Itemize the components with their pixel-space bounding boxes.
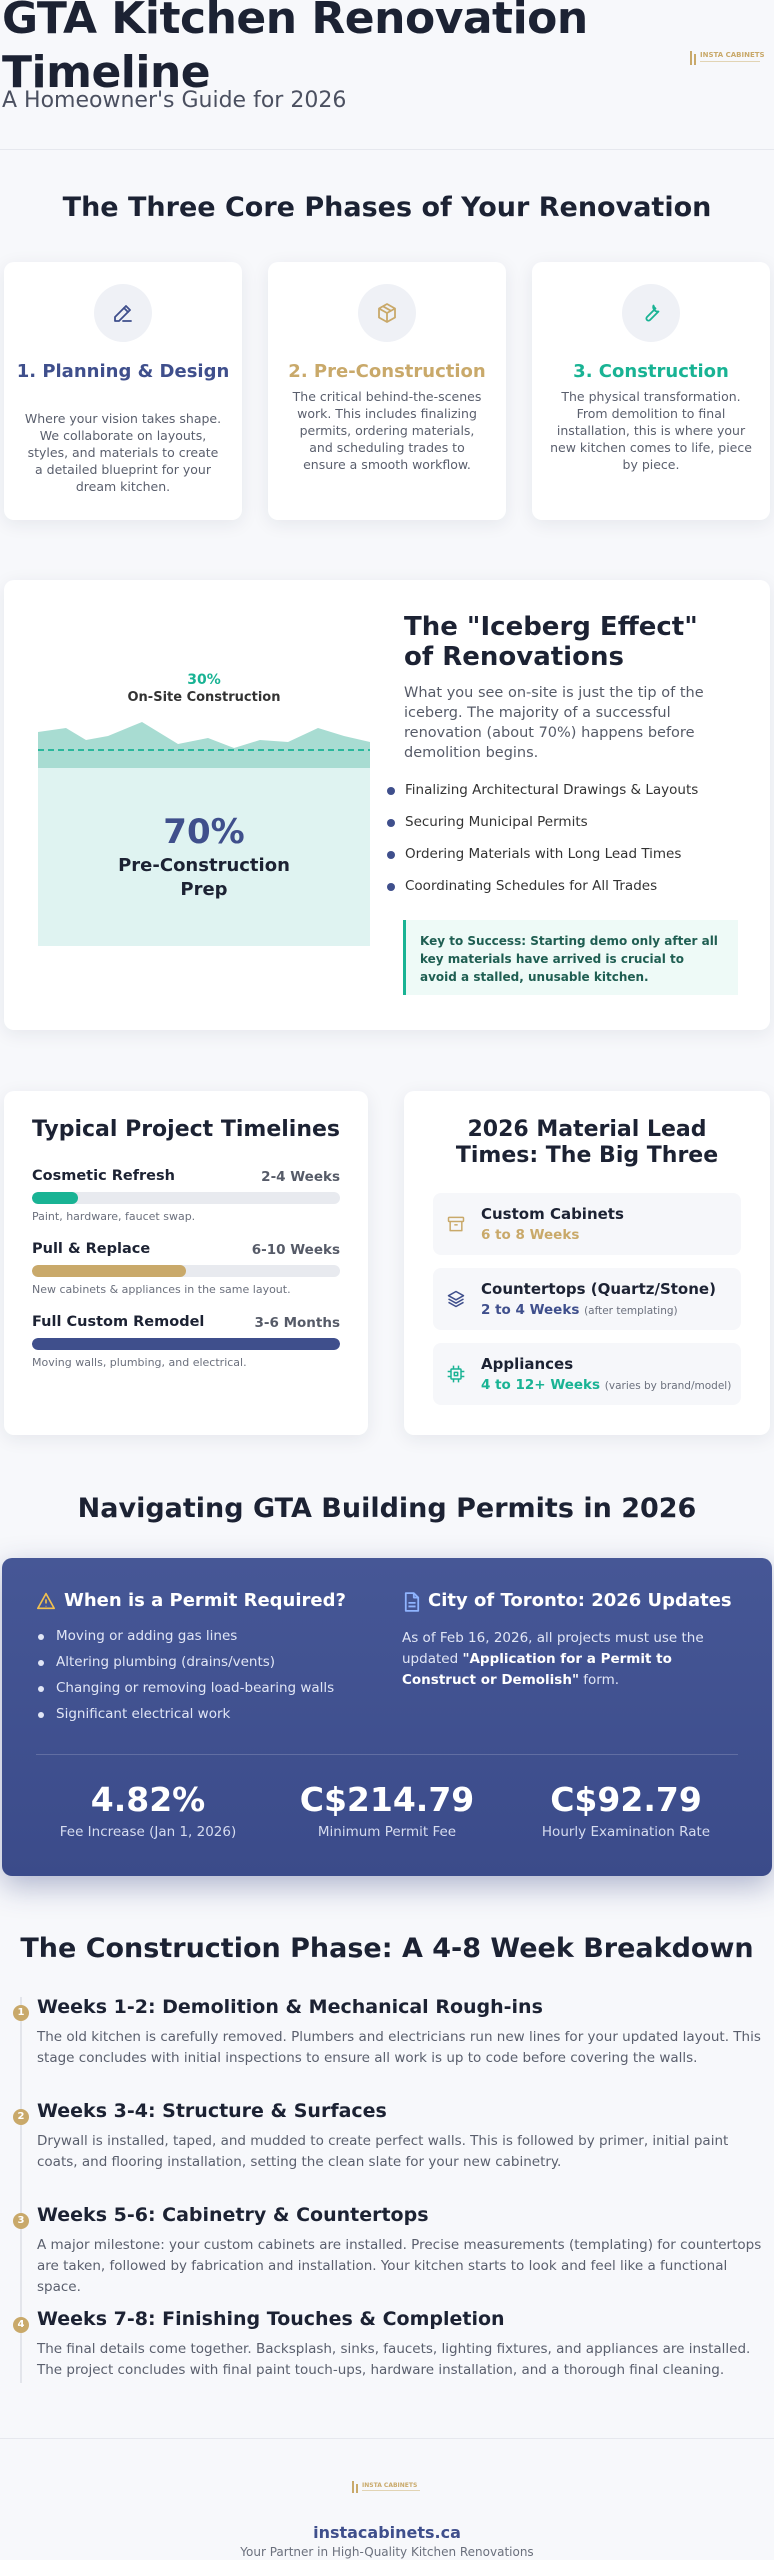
footer-logo[interactable] (352, 2478, 428, 2498)
footer-tagline: Your Partner in High-Quality Kitchen Renovations (240, 2545, 534, 2559)
lead-time-value: 2 to 4 Weeks (after templating) (481, 1302, 678, 1318)
divider (36, 1754, 738, 1755)
divider (0, 2438, 774, 2439)
phase-description: Where your vision takes shape. We collaborate on layouts, styles, and materials to create a detailed blueprint for your dream kitchen. (24, 411, 222, 494)
phases-heading: The Three Core Phases of Your Renovation (62, 192, 712, 223)
iceberg-bottom-label (38, 812, 370, 902)
week-description: The old kitchen is carefully removed. Plumbers and electricians run new lines for your updated layout. This stage concludes with initial inspections to ensure all work is up to code before covering the walls. (37, 2029, 761, 2066)
timeline-note: Paint, hardware, faucet swap. (32, 1210, 196, 1223)
toronto-updates-text: As of Feb 16, 2026, all projects must use the updated "Application for a Permit to Construct or Demolish" form. (402, 1630, 704, 1688)
iceberg-top-label (38, 672, 370, 705)
stat-label: Minimum Permit Fee (317, 1824, 457, 1840)
page-title: GTA Kitchen Renovation Timeline (2, 0, 588, 98)
week-description: A major milestone: your custom cabinets are installed. Precise measurements (templating) for countertops are taken, followed by fabrication and installation. Your kitchen starts to look and feel like a functional space. (37, 2237, 762, 2295)
permit-required-item: Moving or adding gas lines (56, 1628, 238, 1644)
wrench-icon (622, 284, 680, 342)
step-number: 2 (13, 2109, 29, 2125)
timeline-value: 3-6 Months (254, 1315, 340, 1331)
phase-title: 3. Construction (573, 361, 729, 382)
key-to-success-callout: Key to Success: Starting demo only after all key materials have arrived is crucial to avoid a stalled, unusable kitchen. (403, 920, 738, 995)
permit-required-item: Altering plumbing (drains/vents) (56, 1654, 276, 1670)
iceberg-bullet: Securing Municipal Permits (405, 814, 588, 830)
stat-value: 4.82% (90, 1780, 206, 1819)
chip-icon (443, 1361, 469, 1387)
iceberg-title: The "Iceberg Effect" of Renovations (404, 612, 698, 672)
week-title: Weeks 1-2: Demolition & Mechanical Rough-ins (37, 1996, 543, 2018)
iceberg-description: What you see on-site is just the tip of the iceberg. The majority of a successful renovation (about 70%) happens before demolition begins. (404, 685, 704, 761)
timeline-bar (32, 1265, 340, 1277)
timeline-name: Pull & Replace (32, 1241, 151, 1257)
brand-logo[interactable] (690, 48, 766, 68)
lead-time-item-appliances (433, 1343, 741, 1405)
phase-description: The physical transformation. From demolition to final installation, this is where your new kitchen comes to life, piece by piece. (550, 389, 752, 472)
layers-icon (443, 1286, 469, 1312)
timeline-name: Full Custom Remodel (32, 1314, 205, 1330)
top-percent: 30% (187, 672, 221, 688)
permits-heading: Navigating GTA Building Permits in 2026 (77, 1493, 697, 1524)
phase-title: 1. Planning & Design (16, 361, 230, 382)
svg-text:INSTA CABINETS: INSTA CABINETS (700, 51, 765, 59)
lead-time-item-countertops (433, 1268, 741, 1330)
toronto-updates-title: City of Toronto: 2026 Updates (428, 1590, 732, 1611)
week-description: Drywall is installed, taped, and mudded to create perfect walls. This is followed by primer, initial paint coats, and flooring installation, setting the clean slate for your new cabinetry. (37, 2133, 729, 2170)
timelines-heading: Typical Project Timelines (31, 1117, 341, 1142)
stat-label: Fee Increase (Jan 1, 2026) (59, 1824, 237, 1840)
timeline-bar (32, 1192, 340, 1204)
permits-panel (2, 1558, 772, 1876)
divider (0, 149, 774, 150)
timeline-name: Cosmetic Refresh (32, 1168, 175, 1184)
phase-card-preconstruction (268, 262, 506, 520)
phase-description: The critical behind-the-scenes work. This includes finalizing permits, ordering materials, and scheduling trades to ensure a smooth workflow. (292, 389, 482, 472)
footer-site-link[interactable]: instacabinets.ca (313, 2523, 461, 2542)
permit-required-item: Changing or removing load-bearing walls (56, 1680, 335, 1696)
week-title: Weeks 7-8: Finishing Touches & Completion (37, 2308, 505, 2330)
timeline-note: Moving walls, plumbing, and electrical. (32, 1356, 247, 1369)
timeline-value: 2-4 Weeks (261, 1169, 340, 1185)
svg-text:INSTA CABINETS: INSTA CABINETS (362, 2482, 418, 2489)
iceberg-bullet: Finalizing Architectural Drawings & Layouts (405, 782, 699, 798)
archive-icon (443, 1211, 469, 1237)
lead-times-heading: 2026 Material Lead Times: The Big Three (455, 1117, 719, 1168)
iceberg-bullet: Ordering Materials with Long Lead Times (405, 846, 682, 862)
permit-required-item: Significant electrical work (56, 1706, 231, 1722)
top-label: On-Site Construction (127, 690, 281, 705)
iceberg-bullet: Coordinating Schedules for All Trades (405, 878, 658, 894)
lead-time-name: Appliances (481, 1355, 574, 1373)
box-icon (358, 284, 416, 342)
lead-time-value: 4 to 12+ Weeks (varies by brand/model) (481, 1377, 732, 1393)
timeline-note: New cabinets & appliances in the same layout. (32, 1283, 291, 1296)
stat-label: Hourly Examination Rate (541, 1824, 711, 1840)
week-description: The final details come together. Backsplash, sinks, faucets, lighting fixtures, and appliances are installed. The project concludes with final paint touch-ups, hardware installation, and a thorough final cleaning. (37, 2341, 751, 2378)
page-subtitle: A Homeowner's Guide for 2026 (2, 88, 347, 113)
page-header (0, 0, 774, 150)
lead-time-name: Countertops (Quartz/Stone) (481, 1280, 716, 1298)
week-title: Weeks 5-6: Cabinetry & Countertops (37, 2204, 429, 2226)
step-number: 4 (13, 2317, 29, 2333)
lead-time-value: 6 to 8 Weeks (481, 1227, 580, 1243)
bottom-percent: 70% (163, 812, 245, 852)
lead-time-item-cabinets (433, 1193, 741, 1255)
timeline-bar (32, 1338, 340, 1350)
pen-icon (94, 284, 152, 342)
stat-value: C$214.79 (299, 1780, 475, 1819)
timeline-value: 6-10 Weeks (251, 1242, 340, 1258)
construction-heading: The Construction Phase: A 4-8 Week Breakdown (20, 1933, 754, 1964)
permit-required-title: When is a Permit Required? (64, 1590, 346, 1611)
step-number: 1 (13, 2005, 29, 2021)
bottom-label: Pre-Construction Prep (118, 855, 290, 900)
document-icon (404, 1592, 420, 1616)
step-number: 3 (13, 2213, 29, 2229)
week-title: Weeks 3-4: Structure & Surfaces (37, 2100, 387, 2122)
stat-value: C$92.79 (550, 1780, 702, 1819)
phase-title: 2. Pre-Construction (288, 361, 486, 382)
warning-icon (36, 1592, 56, 1614)
timelines-card (4, 1091, 368, 1435)
lead-time-name: Custom Cabinets (481, 1205, 624, 1223)
phase-card-construction (532, 262, 770, 520)
phase-card-planning (4, 262, 242, 520)
